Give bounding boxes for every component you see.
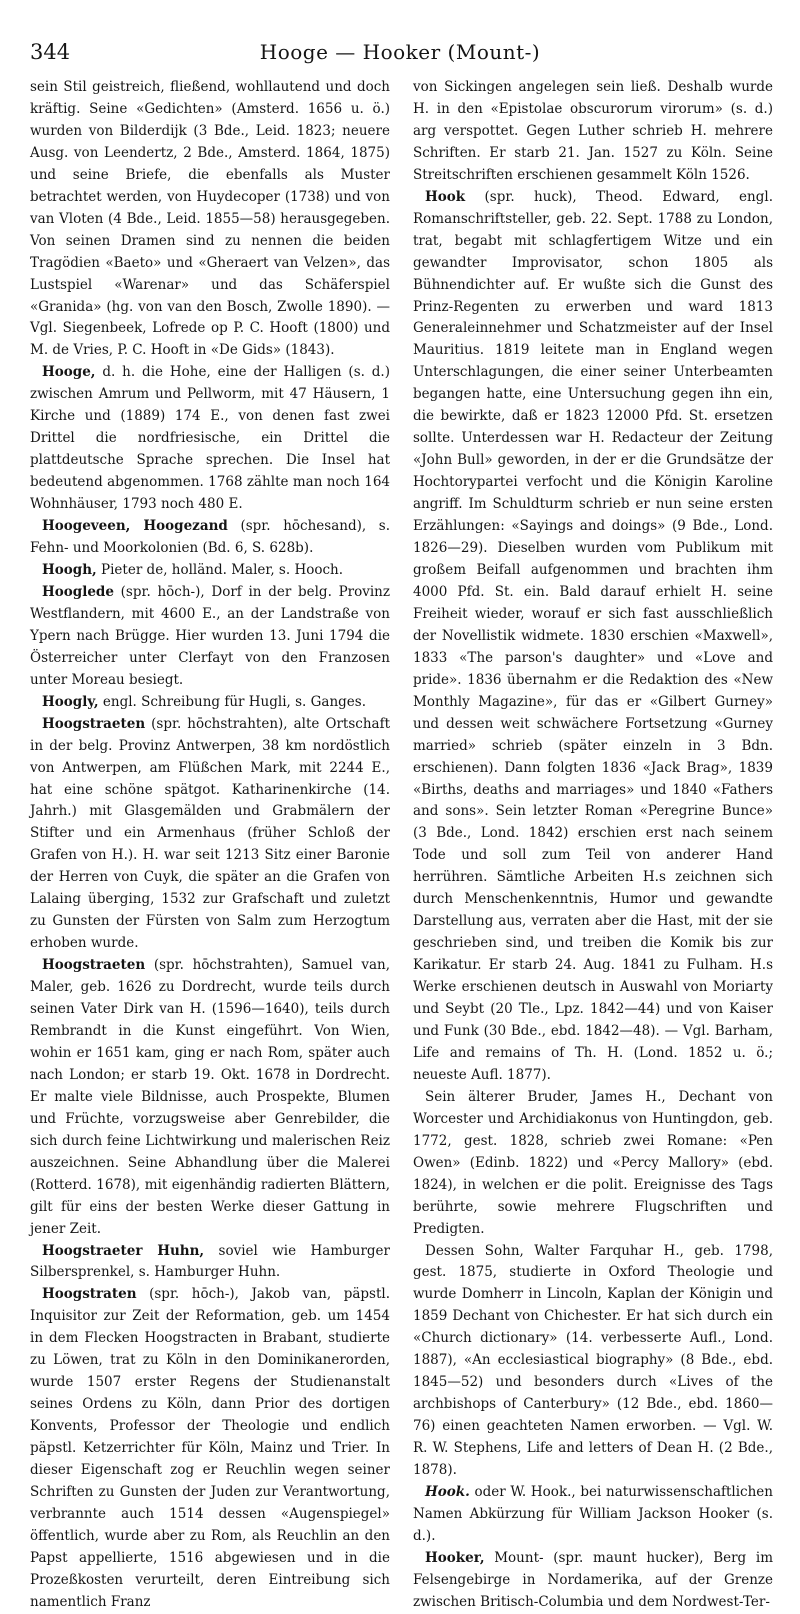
running-head: Hooge — Hooker (Mount-) xyxy=(259,40,541,64)
entry-text: oder W. Hook., bei naturwissenschaftlichen Namen Abkürzung für William Jackson Hooker (s. d.). xyxy=(413,1484,773,1544)
entry-text: Mount- (spr. maunt hucker), Berg im Felsengebirge in Nordamerika, auf der Grenze zwischen Britisch-Columbia und dem Nordwest-Ter- xyxy=(413,1549,773,1610)
dictionary-entry xyxy=(413,77,773,187)
dictionary-entry xyxy=(413,187,773,1087)
entry-text: (spr. hōchstrahten), alte Ortschaft in der belg. Provinz Antwerpen, 38 km nordöstlich von Antwerpen, am Flüßchen Mark, mit 2244 E., hat eine schöne spätgot. Katharinenkirche (14. Jahrh.) mit Glasgemälden und Grabmälern der Stifter und ein Armenhaus (früher Schloß der Grafen von H.). H. war seit 1213 Sitz einer Baronie der Herren von Cuyk, die später an die Grafen von Lalaing überging, 1532 zur Grafschaft und zuletzt zu Gunsten der Fürsten von Salm zum Herzogtum erhoben wurde. xyxy=(30,715,390,952)
entry-headword: Hook xyxy=(425,188,466,205)
entry-headword: Hooge, xyxy=(42,364,96,381)
entry-headword: Hoogstraten xyxy=(42,1286,137,1303)
entry-text: engl. Schreibung für Hugli, s. Ganges. xyxy=(98,693,366,710)
entry-headword: Hook. xyxy=(425,1484,470,1500)
dictionary-entry xyxy=(413,1482,773,1548)
dictionary-entry xyxy=(30,955,390,1240)
entry-headword: Hooglede xyxy=(42,583,114,600)
entry-text: Dessen Sohn, Walter Farquhar H., geb. 1798, gest. 1875, studierte in Oxford Theologie und wurde Domherr in Lincoln, Kaplan der Königin und 1859 Dechant von Chichester. Er hat sich durch ein «Church dictionary» (14. verbesserte Aufl., Lond. 1887), «An ecclesiastical biography» (8 Bde., ebd. 1845—52) und besonders durch «Lives of the archbishops of Canterbury» (12 Bde., ebd. 1860—76) einen geachteten Namen erworben. — Vgl. W. R. W. Stephens, Life and letters of Dean H. (2 Bde., 1878). xyxy=(413,1242,773,1479)
dictionary-entry xyxy=(30,560,390,582)
entry-headword: Hoogstraeten xyxy=(42,957,146,974)
entry-text: sein Stil geistreich, fließend, wohllautend und doch kräftig. Seine «Gedichten» (Amsterd. 1656 u. ö.) wurden von Bilderdijk (3 Bde., Leid. 1823; neuere Ausg. von Leendertz, 2 Bde., Amsterd. 1864, 1875) und seine Briefe, die ebenfalls als Muster betrachtet werden, von Huydecoper (1738) und von van Vloten (4 Bde., Leid. 1855—58) herausgegeben. Von seinen Dramen sind zu nennen die beiden Tragödien «Baeto» und «Gheraert van Velzen», das Lustspiel «Warenar» und das Schäferspiel «Granida» (hg. von van den Bosch, Zwolle 1890). — Vgl. Siegenbeek, Lofrede op P. C. Hooft (1800) und M. de Vries, P. C. Hooft in «De Gids» (1843). xyxy=(30,79,390,359)
dictionary-entry xyxy=(30,714,390,955)
dictionary-entry xyxy=(30,1284,390,1613)
entry-headword: Hoogstraeten xyxy=(42,715,146,732)
entry-headword: Hoogh, xyxy=(42,561,97,578)
entry-headword: Hoogstraeter Huhn, xyxy=(42,1242,205,1259)
entry-text: von Sickingen angelegen sein ließ. Deshalb wurde H. in den «Epistolae obscurorum virorum» (s. d.) arg verspottet. Gegen Luther schrieb H. mehrere Schriften. Er starb 21. Jan. 1527 zu Köln. Seine Streitschriften erschienen gesammelt Köln 1526. xyxy=(413,79,773,183)
dictionary-entry xyxy=(30,77,390,362)
dictionary-entry xyxy=(413,1087,773,1241)
entry-text: Pieter de, holländ. Maler, s. Hooch. xyxy=(96,561,344,578)
entry-text: (spr. hōch-), Jakob van, päpstl. Inquisitor zur Zeit der Reformation, geb. um 1454 in dem Flecken Hoogstracten in Brabant, studierte zu Löwen, trat zu Köln in den Dominikanerorden, wurde 1507 erster Regens der Studienanstalt seines Ordens zu Köln, dann Prior des dortigen Konvents, Professor der Theologie und endlich päpstl. Ketzerrichter für Köln, Mainz und Trier. In dieser Eigenschaft zog er Reuchlin wegen seiner Schriften zu Gunsten der Juden zur Verantwortung, verbrannte auch 1514 dessen «Augenspiegel» öffentlich, wurde aber zu Rom, als Reuchlin an den Papst appellierte, 1516 abgewiesen und in die Prozeßkosten verurteilt, deren Eintreibung sich namentlich Franz xyxy=(30,1286,390,1610)
dictionary-entry xyxy=(30,362,390,516)
dictionary-entry xyxy=(30,582,390,692)
right-column xyxy=(413,77,773,1614)
page-header xyxy=(30,40,770,70)
entry-headword: Hoogeveen, Hoogezand xyxy=(42,518,228,535)
dictionary-entry xyxy=(413,1548,773,1614)
entry-text: (spr. huck), Theod. Edward, engl. Romanschriftsteller, geb. 22. Sept. 1788 zu London, trat, begabt mit schlagfertigem Witze und ein gewandter Improvisator, schon 1805 als Bühnendichter auf. Er wußte sich die Gunst des Prinz-Regenten zu erwerben und ward 1813 Generaleinnehmer und Schatzmeister auf der Insel Mauritius. 1819 leitete man in England wegen Unterschlagungen, die einer seiner Unterbeamten begangen hatte, eine Untersuchung gegen ihn ein, die bewirkte, daß er 1823 12000 Pfd. St. ersetzen sollte. Unterdessen war H. Redacteur der Zeitung «John Bull» geworden, in der er die Grundsätze der Hochtorypartei verfocht und die Königin Karoline angriff. Im Schuldturm schrieb er nun seine ersten Erzählungen: «Sayings and doings» (9 Bde., Lond. 1826—29). Dieselben wurden vom Publikum mit großem Beifall aufgenommen und brachten ihm 4000 Pfd. St. ein. Bald darauf erhielt H. seine Freiheit wieder, worauf er sich fast ausschließlich der Novellistik widmete. 1830 erschien «Maxwell», 1833 «The parson's daughter» und «Love and pride». 1836 übernahm er die Redaktion des «New Monthly Magazine», für das er «Gilbert Gurney» und dessen weit schwächere Fortsetzung «Gurney married» schrieb (später einzeln in 3 Bdn. erschienen). Dann folgten 1836 «Jack Brag», 1839 «Births, deaths and marriages» und 1840 «Fathers and sons». Sein letzter Roman «Peregrine Bunce» (3 Bde., Lond. 1842) erschien erst nach seinem Tode und soll zum Teil von anderer Hand herrühren. Sämtliche Arbeiten H.s zeichnen sich durch Menschenkenntnis, Humor und gewandte Darstellung aus, verraten aber die Hast, mit der sie geschrieben sind, und treiben die Komik bis zur Karikatur. Er starb 24. Aug. 1841 zu Fulham. H.s Werke erschienen deutsch in Auswahl von Moriarty und Seybt (20 Tle., Lpz. 1842—44) und von Kaiser und Funk (30 Bde., ebd. 1842—48). — Vgl. Barham, Life and remains of Th. H. (Lond. 1852 u. ö.; neueste Aufl. 1877). xyxy=(413,188,773,1083)
dictionary-entry xyxy=(30,516,390,560)
entry-headword: Hooker, xyxy=(425,1549,485,1566)
left-column xyxy=(30,77,390,1614)
entry-text: (spr. hōchesand), s. Fehn- und Moorkolonien (Bd. 6, S. 628b). xyxy=(30,518,390,557)
page-number: 344 xyxy=(30,40,71,64)
dictionary-entry xyxy=(30,692,390,714)
entry-text: Sein älterer Bruder, James H., Dechant von Worcester und Archidiakonus von Huntingdon, geb. 1772, gest. 1828, schrieb zwei Romane: «Pen Owen» (Edinb. 1822) und «Percy Mallory» (ebd. 1824), in welchen er die polit. Ereignisse des Tags berührte, sowie mehrere Flugschriften und Predigten. xyxy=(413,1088,773,1237)
dictionary-entry xyxy=(30,1241,390,1285)
entry-text: (spr. hōch-), Dorf in der belg. Provinz Westflandern, mit 4600 E., an der Landstraße von Ypern nach Brügge. Hier wurden 13. Juni 1794 die Österreicher unter Clerfayt von den Franzosen unter Moreau besiegt. xyxy=(30,583,390,688)
entry-text: (spr. hōchstrahten), Samuel van, Maler, geb. 1626 zu Dordrecht, wurde teils durch seinen Vater Dirk van H. (1596—1640), teils durch Rembrandt in die Kunst eingeführt. Von Wien, wohin er 1651 kam, ging er nach Rom, später auch nach London; er starb 19. Okt. 1678 in Dordrecht. Er malte viele Bildnisse, auch Prospekte, Blumen und Früchte, vorzugsweise aber Genrebilder, die sich durch feine Lichtwirkung und malerischen Reiz auszeichnen. Seine Abhandlung über die Malerei (Rotterd. 1678), mit eigenhändig radierten Blättern, gilt für eins der besten Werke dieser Gattung in jener Zeit. xyxy=(30,957,390,1237)
entry-headword: Hoogly, xyxy=(42,693,99,710)
entry-text: soviel wie Hamburger Silbersprenkel, s. Hamburger Huhn. xyxy=(30,1242,390,1281)
dictionary-entry xyxy=(413,1241,773,1482)
entry-text: d. h. die Hohe, eine der Halligen (s. d.) zwischen Amrum und Pellworm, mit 47 Häusern, 1 Kirche und (1889) 174 E., von denen fast zwei Drittel die nordfriesische, ein Drittel die plattdeutsche Sprache sprechen. Die Insel hat bedeutend abgenommen. 1768 zählte man noch 164 Wohnhäuser, 1793 noch 480 E. xyxy=(30,364,390,513)
